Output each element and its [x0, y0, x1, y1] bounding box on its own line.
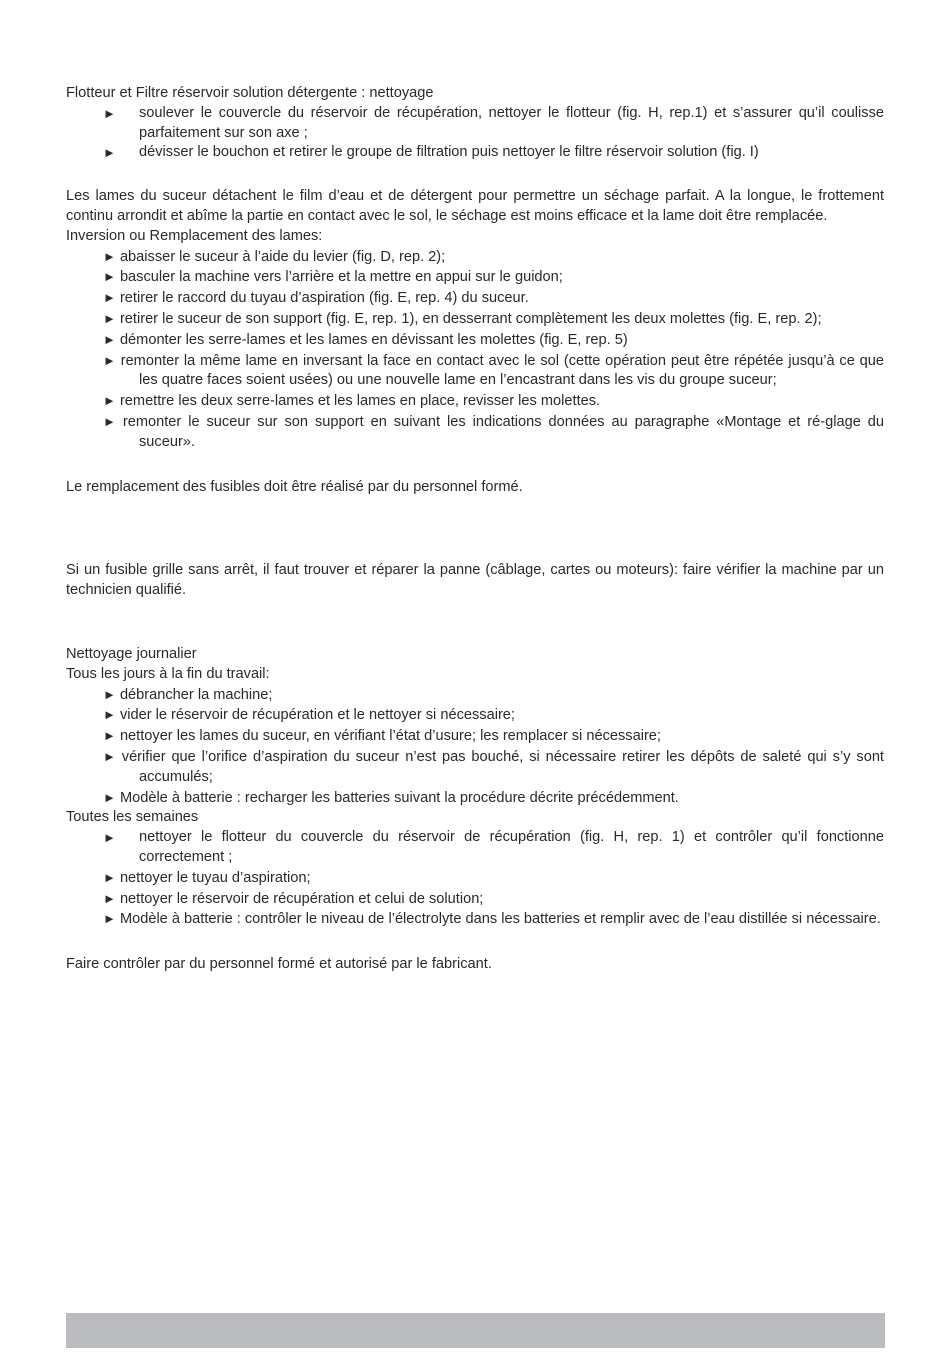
bullet-arrow-icon: ► — [103, 830, 116, 846]
list-item: ► nettoyer le tuyau d’aspiration; — [103, 869, 311, 886]
bullet-arrow-icon: ► — [103, 145, 116, 161]
daily-subheading: Tous les jours à la fin du travail: — [66, 665, 270, 682]
list-item: ► soulever le couvercle du réservoir de récupération, nettoyer le flotteur (fig. H, rep.1) et s’assurer qu’il coulisse parfaitement sur son axe ; — [103, 104, 884, 141]
document-page — [66, 84, 884, 975]
bullet-arrow-icon: ► — [103, 789, 116, 805]
list-item: ► remonter le suceur sur son support en suivant les indications données au paragraphe «Montage et ré-glage du suceur». — [103, 413, 885, 450]
bullet-arrow-icon: ► — [103, 728, 116, 744]
list-item: ► retirer le suceur de son support (fig. E, rep. 1), en desserrant complètement les deux molettes (fig. E, rep. 2); — [103, 310, 822, 327]
list-item: ► Modèle à batterie : recharger les batteries suivant la procédure décrite précédemment. — [103, 789, 679, 806]
bullet-arrow-icon: ► — [103, 869, 116, 885]
bullet-arrow-icon: ► — [103, 290, 116, 306]
fuses-note: Le remplacement des fusibles doit être réalisé par du personnel formé. — [66, 478, 523, 495]
list-item: ► Modèle à batterie : contrôler le niveau de l’électrolyte dans les batteries et remplir avec de l’eau distillée si nécessaire. — [103, 911, 881, 928]
bullet-arrow-icon: ► — [103, 911, 116, 927]
list-item: ► abaisser le suceur à l’aide du levier (fig. D, rep. 2); — [103, 248, 446, 265]
list-item: ► vérifier que l’orifice d’aspiration du suceur n’est pas bouché, si nécessaire retirer les dépôts de saleté qui s’y sont accumulés; — [103, 748, 884, 785]
bullet-arrow-icon: ► — [103, 707, 116, 723]
list-item: ► vider le réservoir de récupération et le nettoyer si nécessaire; — [103, 707, 515, 724]
list-item: ► dévisser le bouchon et retirer le groupe de filtration puis nettoyer le filtre réservoir solution (fig. I) — [66, 143, 884, 163]
list-item: ► remonter la même lame en inversant la face en contact avec le sol (cette opération peut être répétée jusqu’à ce que les quatre faces soient usées) ou une nouvelle lame en l’encastrant dans les vis du groupe suceur; — [103, 352, 884, 389]
bullet-arrow-icon: ► — [103, 105, 116, 121]
bullet-arrow-icon: ► — [103, 890, 116, 906]
bullet-arrow-icon: ► — [103, 310, 116, 326]
fuses-warning: Si un fusible grille sans arrêt, il faut trouver et réparer la panne (câblage, cartes ou moteurs): faire vérifier la machine par un technicien qualifié. — [66, 562, 884, 599]
inspection-note: Faire contrôler par du personnel formé et autorisé par le fabricant. — [66, 956, 492, 973]
list-item: ► nettoyer les lames du suceur, en vérifiant l’état d’usure; les remplacer si nécessaire; — [103, 728, 661, 745]
bullet-arrow-icon: ► — [103, 269, 116, 285]
bullet-arrow-icon: ► — [103, 413, 116, 429]
float-filter-heading: Flotteur et Filtre réservoir solution détergente : nettoyage — [66, 85, 434, 101]
bullet-arrow-icon: ► — [103, 248, 116, 264]
weekly-heading: Toutes les semaines — [66, 809, 199, 826]
list-item: ► retirer le raccord du tuyau d’aspiration (fig. E, rep. 4) du suceur. — [103, 290, 529, 307]
list-item: ► basculer la machine vers l’arrière et la mettre en appui sur le guidon; — [103, 269, 563, 286]
bullet-arrow-icon: ► — [103, 686, 116, 702]
daily-heading: Nettoyage journalier — [66, 645, 197, 662]
list-item: ► nettoyer le flotteur du couvercle du réservoir de récupération (fig. H, rep. 1) et contrôler qu’il fonctionne correctement ; — [103, 829, 884, 865]
blades-subheading: Inversion ou Remplacement des lames: — [66, 227, 323, 244]
list-item: ► nettoyer le réservoir de récupération et celui de solution; — [103, 890, 484, 907]
bullet-arrow-icon: ► — [103, 748, 116, 764]
bullet-arrow-icon: ► — [103, 331, 116, 347]
list-item: ► débrancher la machine; — [103, 686, 273, 703]
list-item: ► remettre les deux serre-lames et les lames en place, revisser les molettes. — [103, 393, 601, 410]
footer-bar — [66, 1313, 885, 1348]
blades-intro: Les lames du suceur détachent le film d’eau et de détergent pour permettre un séchage parfait. A la longue, le frottement continu arrondit et abîme la partie en contact avec le sol, le séchage est moins efficace et la lame doit être remplacée. — [66, 188, 884, 224]
bullet-arrow-icon: ► — [103, 393, 116, 409]
list-item: ► démonter les serre-lames et les lames en dévissant les molettes (fig. E, rep. 5) — [103, 331, 628, 348]
bullet-arrow-icon: ► — [103, 352, 116, 368]
